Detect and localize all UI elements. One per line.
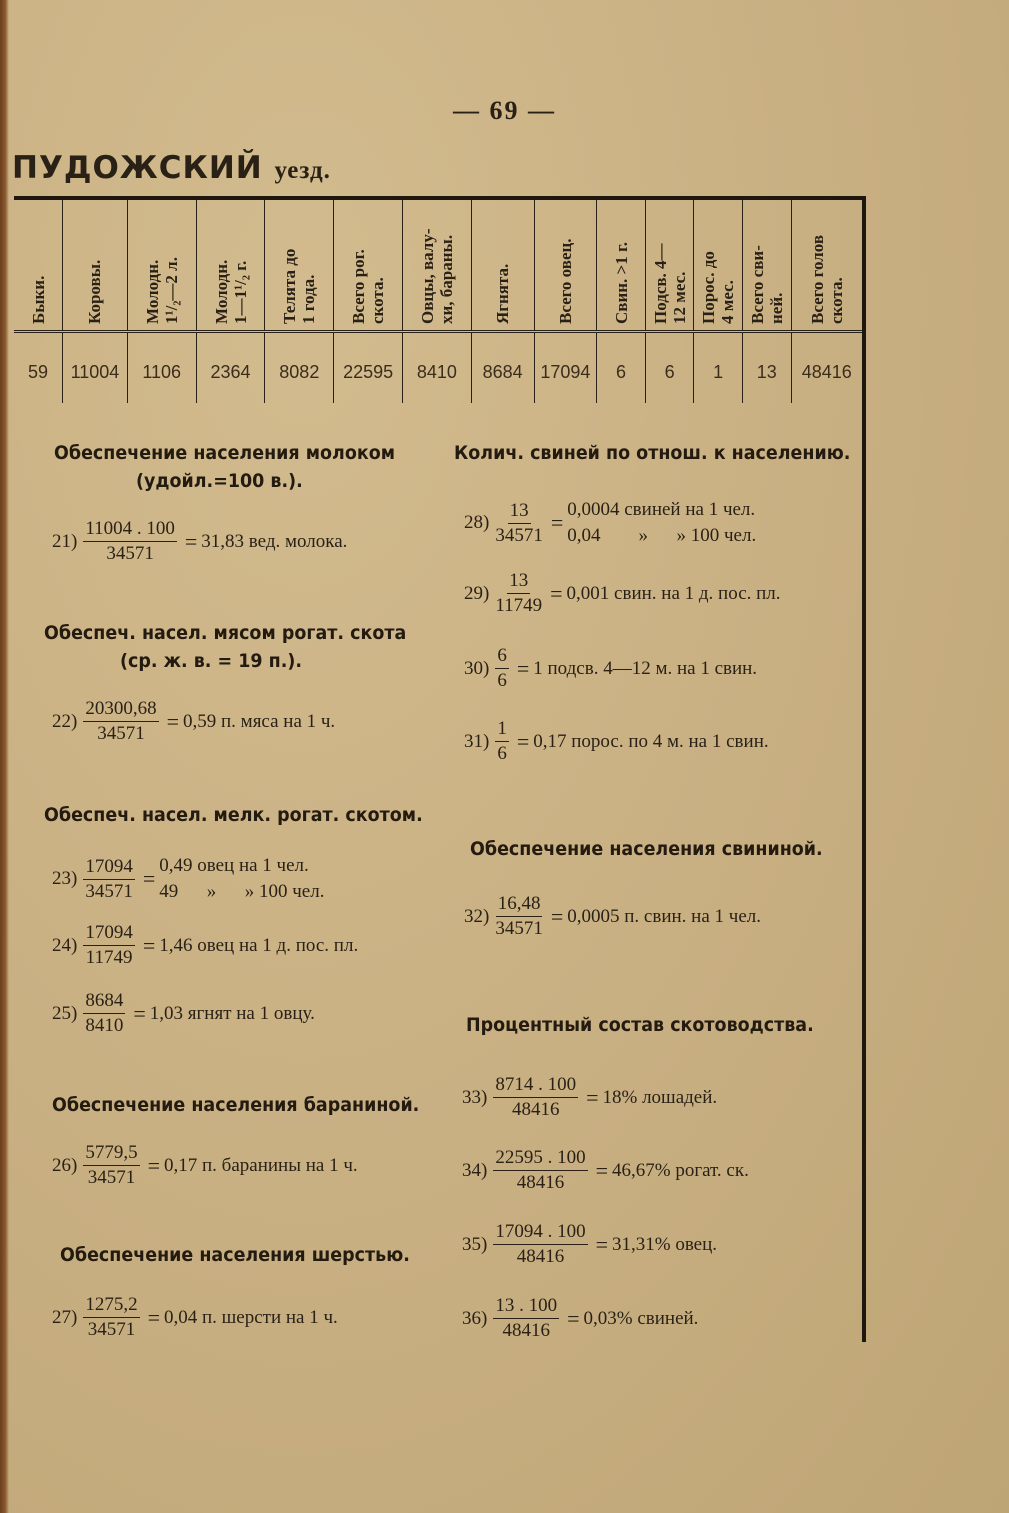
section-heading-wool: Обеспечение населения шерстью. [60, 1244, 410, 1266]
table-header-row [14, 200, 862, 332]
formula-result: 0,03% свиней. [583, 1307, 699, 1329]
fraction: $\frac{8714 . 100}{48416}$ [495, 1074, 577, 1120]
fraction: $\frac{6}{6}$ [497, 645, 507, 691]
equals-sign: = [516, 655, 530, 681]
table-cell: 17094 [534, 341, 597, 403]
section-heading-pork: Обеспечение населения свининой. [470, 838, 823, 860]
table-cell: 6 [645, 341, 694, 403]
district-name: ПУДОЖСКИЙ [12, 150, 263, 186]
fraction: $\frac{20300,68}{34571}$ [85, 698, 157, 744]
table-spacer-row [14, 332, 862, 342]
formula-26 [52, 1142, 358, 1189]
equals-sign: = [516, 728, 530, 754]
table-header-cell: Всего голов скота. [791, 200, 862, 332]
formula-result: 0,04 п. шерсти на 1 ч. [164, 1306, 338, 1328]
table-cell: 48416 [801, 361, 852, 382]
book-binding-edge [0, 0, 9, 1513]
formula-result-second-line: 49 » » 100 чел. [159, 881, 325, 902]
formula-34 [462, 1147, 749, 1194]
fraction: $\frac{17094 . 100}{48416}$ [495, 1221, 586, 1267]
equals-sign: = [147, 1152, 160, 1178]
fraction: $\frac{17094}{11749}$ [85, 922, 133, 968]
formula-result: 0,49 овец на 1 чел. [159, 855, 309, 876]
table-cell: 13 [742, 341, 791, 403]
fraction: $\frac{1}{6}$ [497, 718, 507, 764]
table-header-cell: Телята до 1 года. [265, 200, 334, 332]
formula-number: 26) [52, 1154, 78, 1176]
formula-number: 23) [52, 868, 78, 889]
equals-sign: = [133, 1000, 146, 1026]
table-header-cell: Овцы, валу- хи, бараны. [403, 200, 472, 332]
section-heading-small-cattle: Обеспеч. насел. мелк. рогат. скотом. [44, 804, 423, 826]
equals-sign: = [550, 510, 564, 535]
formula-30 [464, 645, 757, 692]
formula-29 [464, 570, 781, 617]
formula-number: 29) [464, 582, 490, 604]
table-header-cell: Свин. >1 г. [597, 200, 646, 332]
table-cell: 2364 [196, 341, 265, 403]
formula-number: 22) [52, 710, 78, 732]
livestock-table [14, 200, 862, 403]
table-header-cell: Подсв. 4— 12 мес. [645, 200, 694, 332]
formula-result: 0,0005 п. свин. на 1 чел. [567, 905, 761, 927]
section-heading-mutton: Обеспечение населения бараниной. [52, 1094, 420, 1116]
formula-result: 46,67% рогат. ск. [612, 1159, 749, 1181]
table-header-cell: Всего сви- ней. [742, 200, 791, 332]
formula-result: 0,59 п. мяса на 1 ч. [183, 710, 336, 732]
page-number: — 69 — [453, 96, 556, 125]
table-cell: 8684 [471, 341, 534, 403]
formula-28 [464, 497, 756, 549]
formula-23 [52, 853, 324, 905]
formula-number: 21) [52, 530, 78, 552]
fraction: $\frac{17094}{34571}$ [85, 855, 133, 902]
fraction: $\frac{16,48}{34571}$ [495, 893, 543, 939]
formula-result: 0,17 порос. по 4 м. на 1 свин. [533, 730, 769, 752]
formula-33 [462, 1074, 717, 1121]
equals-sign: = [184, 528, 198, 554]
equals-sign: = [567, 1305, 580, 1331]
formula-31 [464, 718, 769, 765]
formula-number: 34) [462, 1159, 488, 1181]
formula-number: 30) [464, 657, 490, 679]
formula-number: 24) [52, 934, 78, 956]
formula-result: 1,46 овец на 1 д. пос. пл. [159, 934, 359, 956]
equals-sign: = [142, 932, 156, 958]
table-cell: 11004 [63, 341, 128, 403]
table-cell: 59 [14, 341, 63, 403]
formula-number: 35) [462, 1233, 488, 1255]
equals-sign: = [595, 1157, 608, 1183]
table-cell: 22595 [334, 341, 403, 403]
formula-result: 0,17 п. баранины на 1 ч. [164, 1154, 358, 1176]
formula-number: 32) [464, 905, 490, 927]
formula-result: 18% лошадей. [602, 1086, 718, 1108]
table-row [14, 341, 862, 403]
section-heading-milk: Обеспечение населения молоком [54, 442, 395, 464]
table-header-cell: Молодн. 1¹/₂—2 л. [127, 200, 196, 332]
formula-result: 31,31% овец. [612, 1233, 718, 1255]
district-title [12, 150, 331, 186]
fraction: $\frac{11004 . 100}{34571}$ [85, 518, 175, 564]
fraction: $\frac{5779,5}{34571}$ [85, 1142, 138, 1188]
formula-number: 25) [52, 1002, 78, 1024]
formula-result-second-line: 0,04 » » 100 чел. [567, 525, 757, 546]
formula-result: 1 подсв. 4—12 м. на 1 свин. [533, 657, 758, 679]
formula-21 [52, 518, 347, 565]
equals-sign: = [550, 580, 563, 606]
formula-number: 33) [462, 1086, 488, 1108]
section-heading-pigs-per-population: Колич. свиней по отнош. к населению. [454, 442, 851, 464]
formula-result: 1,03 ягнят на 1 овцу. [149, 1002, 315, 1024]
formula-25 [52, 990, 315, 1037]
fraction: $\frac{1275,2}{34571}$ [85, 1294, 138, 1340]
table-header-cell: Ягнята. [471, 200, 534, 332]
formula-27 [52, 1294, 338, 1341]
table-header-cell: Молодн. 1—1¹/₂ г. [196, 200, 265, 332]
formula-number: 28) [464, 512, 490, 533]
formula-number: 31) [464, 730, 490, 752]
table-cell: 1 [694, 341, 743, 403]
district-suffix: уезд. [274, 157, 331, 184]
fraction: $\frac{8684}{8410}$ [85, 990, 124, 1036]
table-cell: 1106 [127, 341, 196, 403]
formula-36 [462, 1295, 698, 1342]
formula-24 [52, 922, 358, 969]
section-heading-percentage: Процентный состав скотоводства. [466, 1014, 814, 1036]
formula-35 [462, 1221, 717, 1268]
section-subheading-milk: (удойл.=100 в.). [136, 470, 303, 492]
equals-sign: = [550, 903, 564, 929]
formula-result: 0,001 свин. на 1 д. пос. пл. [566, 582, 781, 604]
table-header-cell: Всего овец. [534, 200, 597, 332]
section-heading-beef: Обеспеч. насел. мясом рогат. скота [44, 622, 407, 644]
equals-sign: = [586, 1084, 599, 1110]
equals-sign: = [147, 1304, 160, 1330]
formula-number: 36) [462, 1307, 488, 1329]
fraction: $\frac{13}{34571}$ [495, 499, 543, 546]
equals-sign: = [595, 1231, 608, 1257]
table-cell: 6 [597, 341, 646, 403]
formula-32 [464, 893, 761, 940]
equals-sign: = [142, 866, 156, 891]
section-subheading-beef: (ср. ж. в. = 19 п.). [120, 650, 302, 672]
formula-result: 31,83 вед. молока. [201, 530, 348, 552]
table-header-cell: Всего рог. скота. [334, 200, 403, 332]
table-header-cell: Порос. до 4 мес. [694, 200, 743, 332]
equals-sign: = [166, 708, 179, 734]
formula-result: 0,0004 свиней на 1 чел. [567, 499, 756, 520]
formula-number: 27) [52, 1306, 78, 1328]
table-cell: 8410 [403, 341, 472, 403]
fraction: $\frac{13}{11749}$ [495, 570, 543, 616]
table-cell: 8082 [265, 341, 334, 403]
table-header-cell: Коровы. [63, 200, 128, 332]
fraction: $\frac{22595 . 100}{48416}$ [495, 1147, 586, 1193]
formula-22 [52, 698, 335, 745]
table-header-cell: Быки. [14, 200, 63, 332]
fraction: $\frac{13 . 100}{48416}$ [495, 1295, 558, 1341]
